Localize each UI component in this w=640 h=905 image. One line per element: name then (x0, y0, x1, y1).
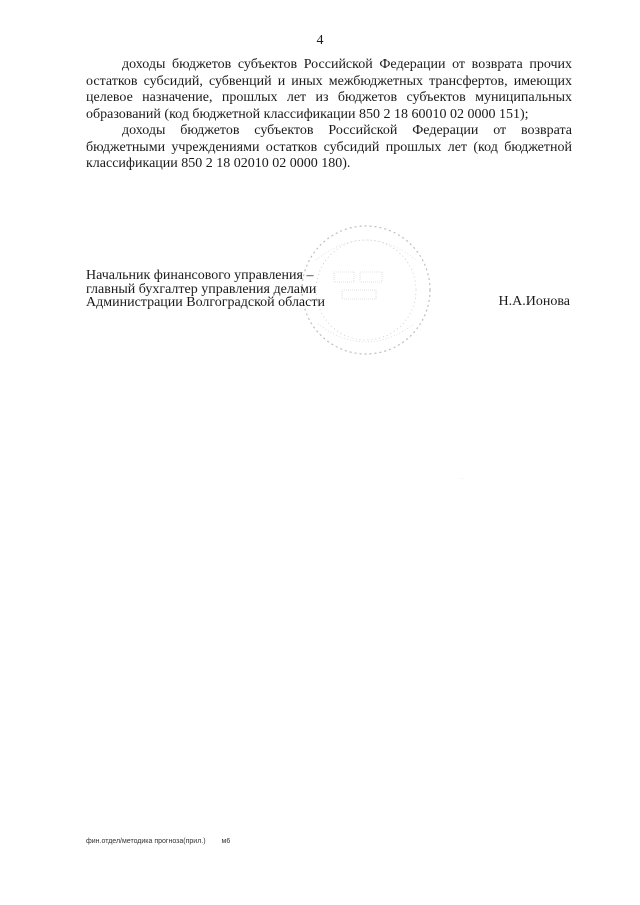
paragraph-2-line-2: бюджетными учреждениями остатков субсидий прошлых лет (86, 139, 468, 155)
paragraph-1-line-1: доходы бюджетов субъектов Российской Федерации от возврата (122, 57, 523, 72)
paragraph-1-line-3: трансфертов, имеющих целевое назначение, прошлых лет из бюджетов (86, 73, 573, 105)
signer-title-line-3: Администрации Волгоградской области (86, 295, 325, 310)
paragraph-2-line-1: доходы бюджетов субъектов Российской Федерации от возврата (122, 123, 572, 138)
signer-title-line-2: главный бухгалтер управления делами (86, 281, 317, 297)
footer-note (86, 838, 244, 845)
signer-title-line-1: Начальник финансового управления – (86, 268, 314, 283)
page-number: 4 (316, 33, 324, 48)
scan-speck: · · (460, 476, 464, 481)
paragraph-1-line-2: прочих остатков субсидий, субвенций и иных межбюджетных (86, 57, 572, 89)
signature-block (86, 269, 325, 310)
body-text (86, 57, 572, 173)
signer-name: Н.А.Ионова (498, 294, 570, 309)
footer-file-path: фин.отдел/методика прогноза(прил.) (86, 838, 206, 845)
footer-code: м6 (221, 838, 231, 845)
paragraph-1 (86, 57, 572, 123)
paragraph-2 (86, 123, 572, 173)
paragraph-1-line-5: 850 2 18 60010 02 0000 151); (358, 106, 529, 122)
paragraph-1-line-4: субъектов муниципальных образований (код бюджетной классификации (86, 90, 573, 122)
paragraph-2-line-3: (код бюджетной классификации 850 2 18 02010 02 0000 180). (86, 139, 572, 171)
